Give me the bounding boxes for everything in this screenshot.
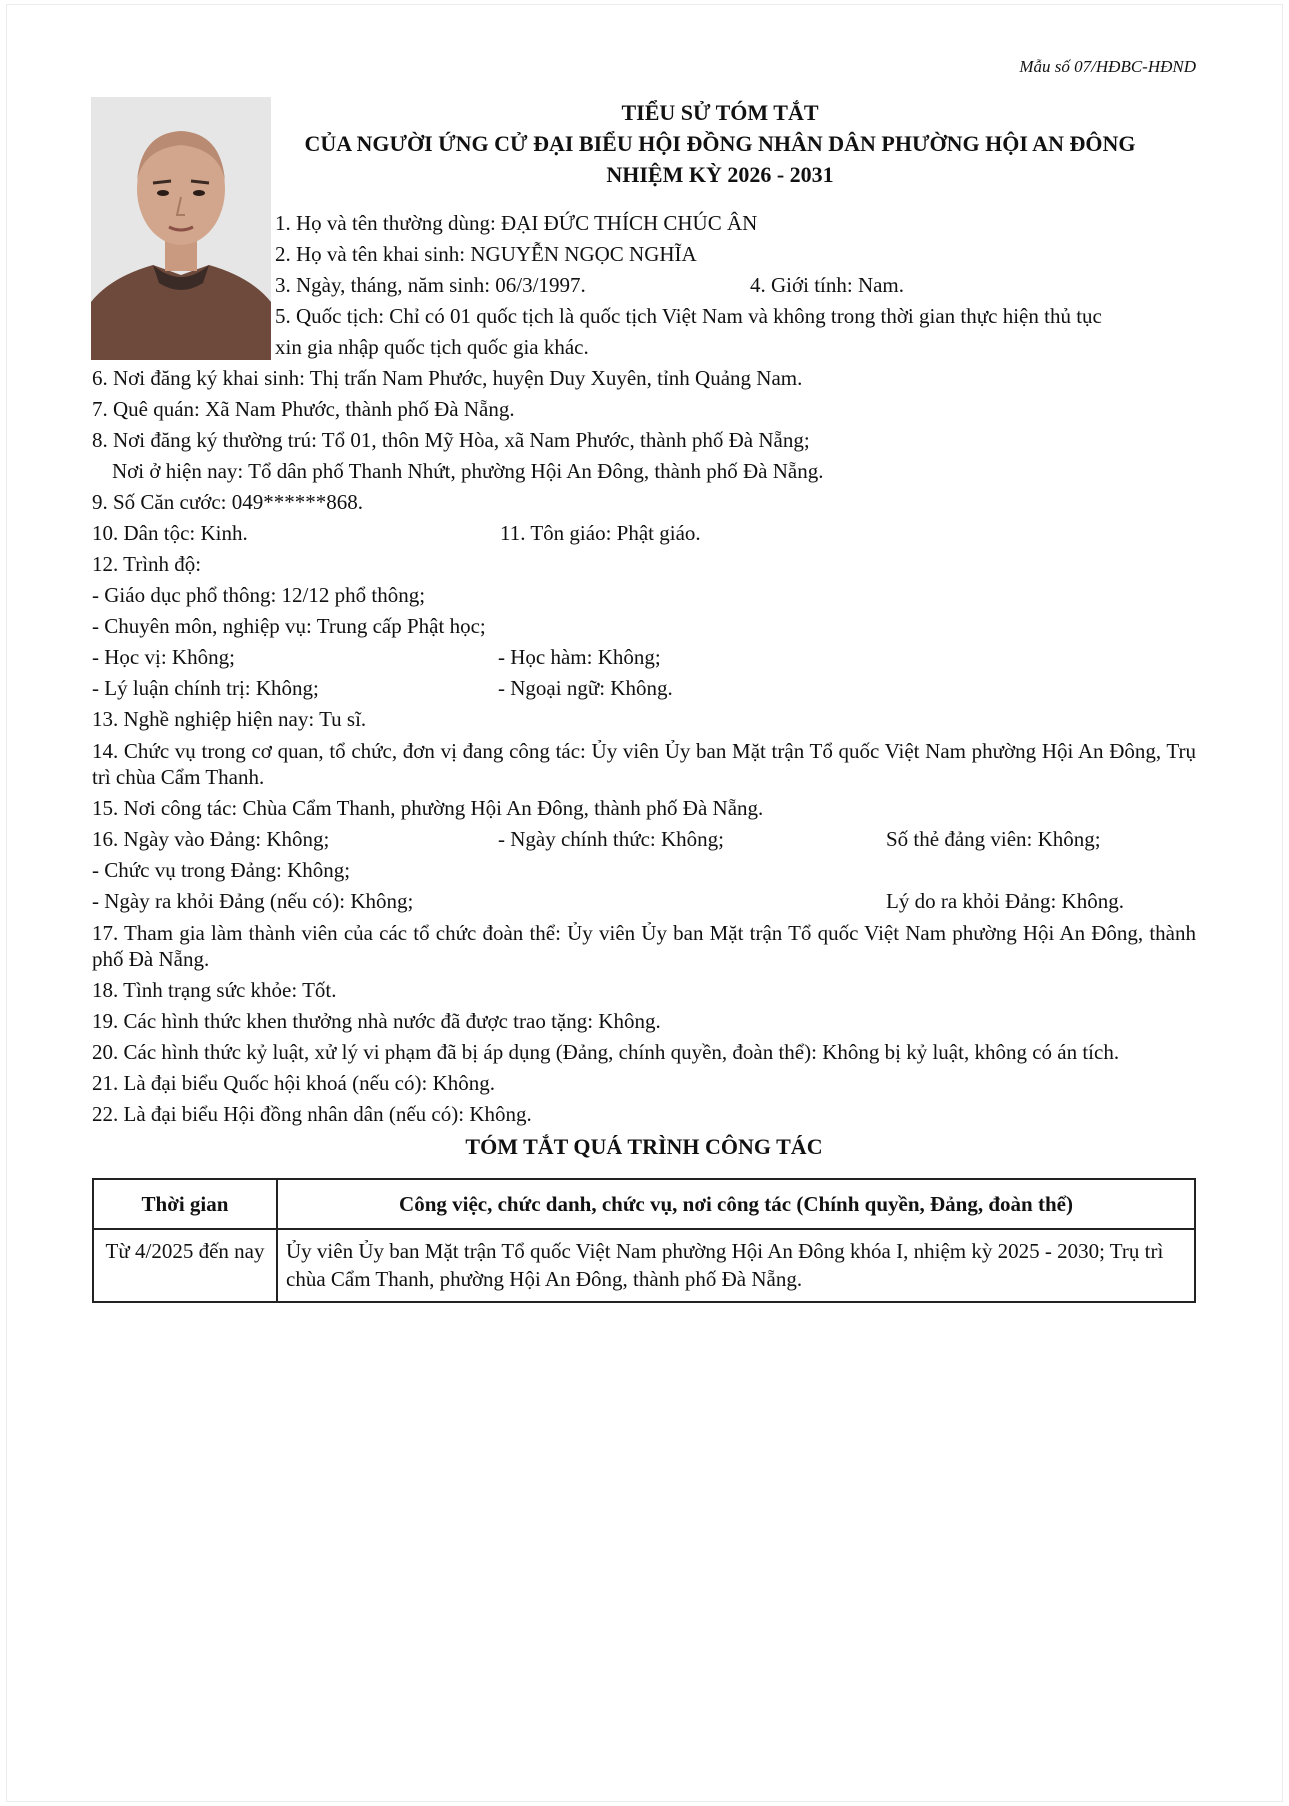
general-education: - Giáo dục phổ thông: 12/12 phổ thông; bbox=[92, 583, 426, 607]
career-section-title: TÓM TẮT QUÁ TRÌNH CÔNG TÁC bbox=[465, 1134, 823, 1159]
career-time-cell: Từ 4/2025 đến nay bbox=[93, 1229, 277, 1302]
birth-registration: 6. Nơi đăng ký khai sinh: Thị trấn Nam Phước, huyện Duy Xuyên, tỉnh Quảng Nam. bbox=[92, 366, 803, 390]
political-theory: - Lý luận chính trị: Không; bbox=[92, 676, 319, 700]
document-term: NHIỆM KỲ 2026 - 2031 bbox=[606, 162, 834, 187]
date-of-birth: 3. Ngày, tháng, năm sinh: 06/3/1997. bbox=[275, 273, 586, 297]
birth-name: 2. Họ và tên khai sinh: NGUYỄN NGỌC NGHĨA bbox=[275, 242, 697, 266]
education-heading: 12. Trình độ: bbox=[92, 552, 202, 576]
portrait-photo bbox=[91, 97, 271, 360]
peoples-council-delegate: 22. Là đại biểu Hội đồng nhân dân (nếu có): Không. bbox=[92, 1102, 532, 1126]
id-number: 9. Số Căn cước: 049******868. bbox=[92, 490, 363, 514]
religion: 11. Tôn giáo: Phật giáo. bbox=[500, 521, 701, 545]
workplace: 15. Nơi công tác: Chùa Cẩm Thanh, phường Hội An Đông, thành phố Đà Nẵng. bbox=[92, 796, 764, 820]
nationality-line-1: 5. Quốc tịch: Chỉ có 01 quốc tịch là quốc tịch Việt Nam và không trong thời gian thực hiện thủ tục bbox=[275, 304, 1102, 328]
column-header-work: Công việc, chức danh, chức vụ, nơi công tác (Chính quyền, Đảng, đoàn thể) bbox=[277, 1179, 1195, 1229]
current-position: 14. Chức vụ trong cơ quan, tổ chức, đơn vị đang công tác: Ủy viên Ủy ban Mặt trận Tổ quốc Việt Nam phường Hội An Đông, Trụ trì chùa Cẩm Thanh. bbox=[92, 739, 1196, 789]
foreign-language: - Ngoại ngữ: Không. bbox=[498, 676, 673, 700]
occupation: 13. Nghề nghiệp hiện nay: Tu sĩ. bbox=[92, 707, 367, 731]
column-header-time: Thời gian bbox=[93, 1179, 277, 1229]
professional-qualification: - Chuyên môn, nghiệp vụ: Trung cấp Phật học; bbox=[92, 614, 486, 638]
state-awards: 19. Các hình thức khen thưởng nhà nước đã được trao tặng: Không. bbox=[92, 1009, 661, 1033]
nationality-line-2: xin gia nhập quốc tịch quốc gia khác. bbox=[275, 335, 589, 359]
career-table-header bbox=[93, 1179, 1195, 1229]
party-leave-date: - Ngày ra khỏi Đảng (nếu có): Không; bbox=[92, 889, 414, 913]
party-official-date: - Ngày chính thức: Không; bbox=[498, 827, 725, 851]
document-title: TIỂU SỬ TÓM TẮT bbox=[621, 100, 819, 125]
gender: 4. Giới tính: Nam. bbox=[750, 273, 905, 297]
academic-title: - Học hàm: Không; bbox=[498, 645, 661, 669]
party-card-number: Số thẻ đảng viên: Không; bbox=[886, 827, 1101, 851]
career-work-cell: Ủy viên Ủy ban Mặt trận Tổ quốc Việt Nam phường Hội An Đông khóa I, nhiệm kỳ 2025 - 2030; Trụ trì chùa Cẩm Thanh, phường Hội An Đông, thành phố Đà Nẵng. bbox=[277, 1229, 1195, 1302]
current-residence: Nơi ở hiện nay: Tổ dân phố Thanh Nhứt, phường Hội An Đông, thành phố Đà Nẵng. bbox=[112, 459, 824, 483]
common-name: 1. Họ và tên thường dùng: ĐẠI ĐỨC THÍCH CHÚC ÂN bbox=[275, 211, 758, 235]
form-code: Mẫu số 07/HĐBC-HĐND bbox=[1019, 57, 1196, 76]
academic-degree: - Học vị: Không; bbox=[92, 645, 235, 669]
health-status: 18. Tình trạng sức khỏe: Tốt. bbox=[92, 978, 337, 1002]
party-join-date: 16. Ngày vào Đảng: Không; bbox=[92, 827, 330, 851]
national-assembly-delegate: 21. Là đại biểu Quốc hội khoá (nếu có): Không. bbox=[92, 1071, 495, 1095]
ethnicity: 10. Dân tộc: Kinh. bbox=[92, 521, 248, 545]
table-row bbox=[93, 1229, 1195, 1302]
party-position: - Chức vụ trong Đảng: Không; bbox=[92, 858, 351, 882]
permanent-residence: 8. Nơi đăng ký thường trú: Tổ 01, thôn Mỹ Hòa, xã Nam Phước, thành phố Đà Nẵng; bbox=[92, 428, 810, 452]
organizations: 17. Tham gia làm thành viên của các tổ chức đoàn thể: Ủy viên Ủy ban Mặt trận Tổ quốc Việt Nam phường Hội An Đông, thành phố Đà Nẵng. bbox=[92, 921, 1196, 971]
career-table bbox=[92, 1178, 1196, 1303]
party-leave-reason: Lý do ra khỏi Đảng: Không. bbox=[886, 889, 1124, 913]
document-subtitle: CỦA NGƯỜI ỨNG CỬ ĐẠI BIỂU HỘI ĐỒNG NHÂN DÂN PHƯỜNG HỘI AN ĐÔNG bbox=[304, 131, 1136, 156]
discipline-record: 20. Các hình thức kỷ luật, xử lý vi phạm đã bị áp dụng (Đảng, chính quyền, đoàn thể): Không bị kỷ luật, không có án tích. bbox=[92, 1040, 1120, 1064]
hometown: 7. Quê quán: Xã Nam Phước, thành phố Đà Nẵng. bbox=[92, 397, 515, 421]
